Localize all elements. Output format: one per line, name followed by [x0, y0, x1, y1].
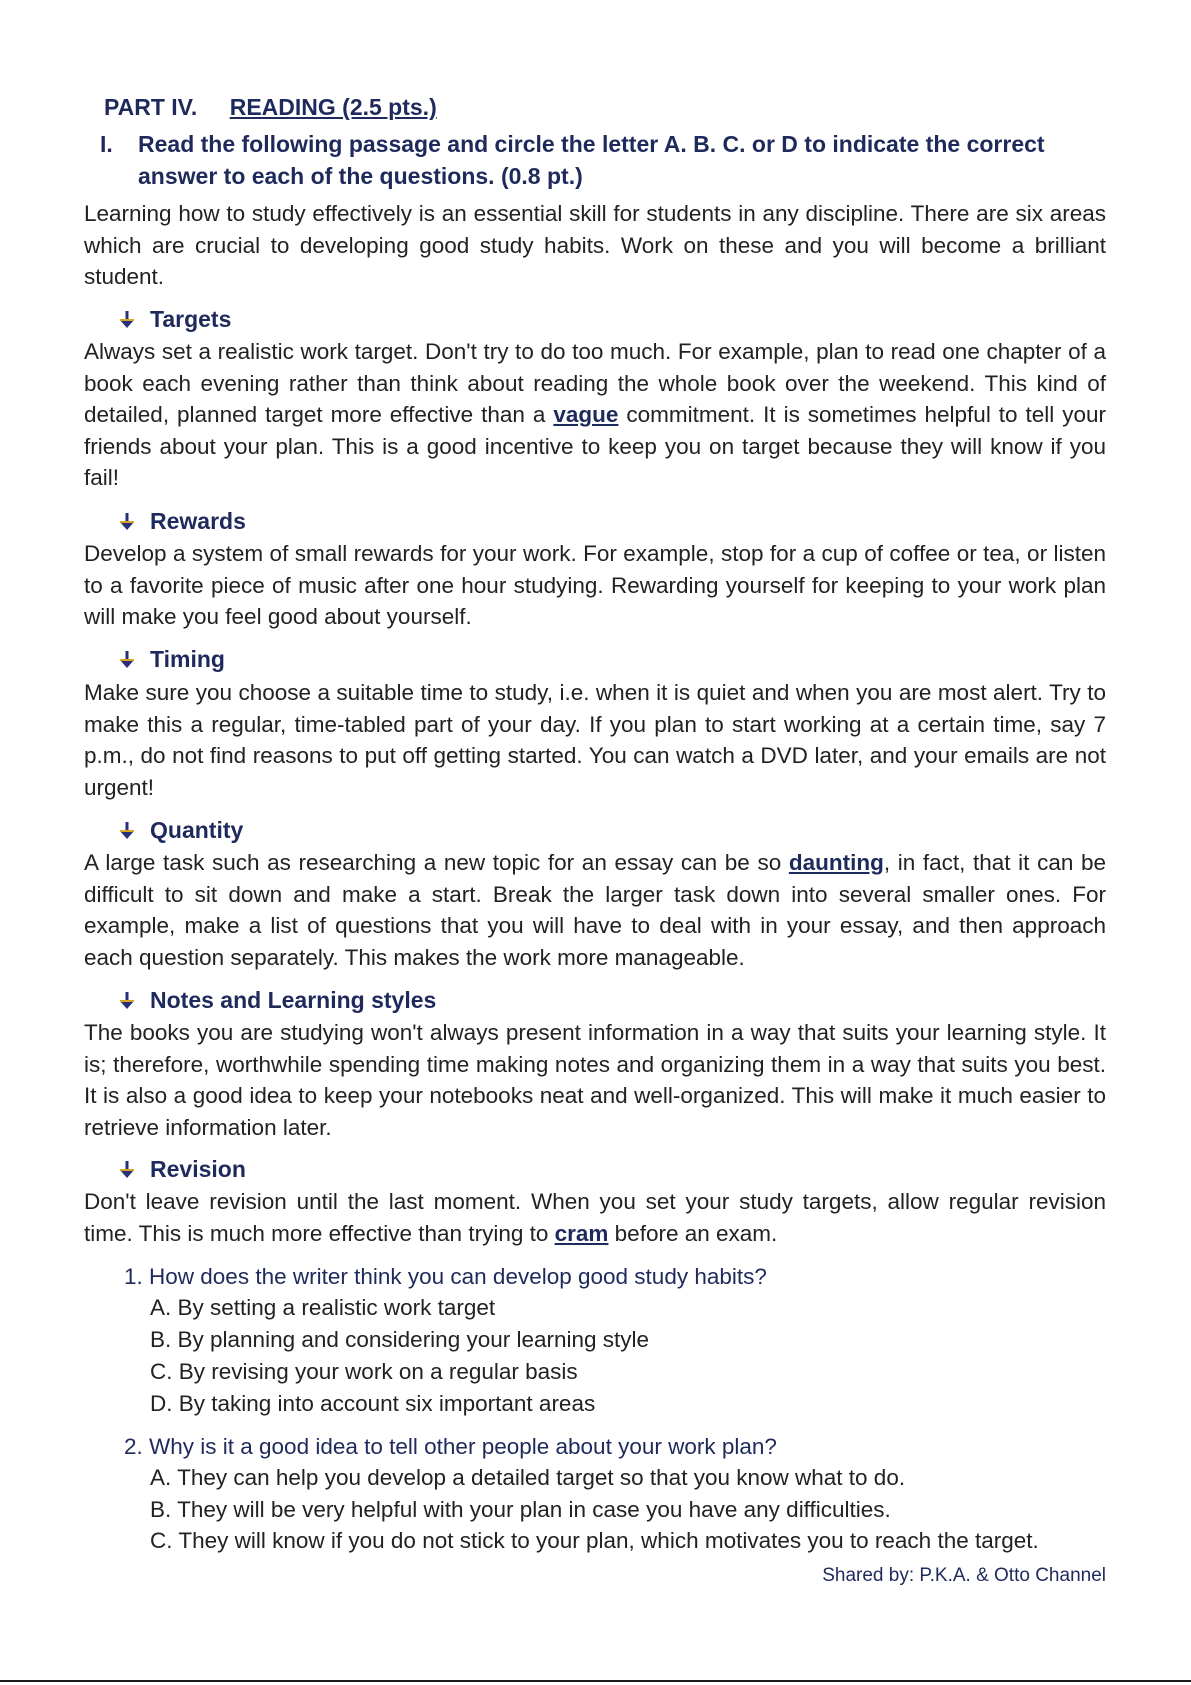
- timing-paragraph: Make sure you choose a suitable time to study, i.e. when it is quiet and when you are most alert. Try to make this a regular, time-tabled part of your day. If you plan to start working at a certain time, say 7 p.m., do not find reasons to put off getting started. You can watch a DVD later, and your emails are not urgent!: [84, 680, 1106, 800]
- section-heading-targets: [120, 306, 231, 333]
- vocab-word-daunting: daunting: [788, 850, 884, 875]
- question-1-option-b[interactable]: B. By planning and considering your learning style: [150, 1327, 650, 1352]
- down-arrow-bullet-icon: [120, 1161, 134, 1179]
- part-heading: READING (2.5 pts.): [229, 94, 437, 120]
- question-1-option-c[interactable]: C. By revising your work on a regular basis: [150, 1359, 578, 1384]
- credit-line: Shared by: P.K.A. & Otto Channel: [822, 1565, 1106, 1586]
- instruction-number: I.: [100, 131, 113, 157]
- section-heading-quantity: [120, 817, 243, 844]
- part-title: [104, 94, 437, 121]
- section-heading-revision: [120, 1156, 246, 1183]
- targets-text-before: Always set a realistic work target. Don't try to do too much. For example, plan to read one chapter of a book each evening rather than think about reading the whole book over the weekend. This kind of detailed, planned target more effective than a: [84, 339, 1106, 428]
- section-heading-timing: [120, 646, 225, 673]
- section-heading-notes: [120, 987, 436, 1014]
- down-arrow-bullet-icon: [120, 651, 134, 669]
- quantity-text-after: , in fact, that it can be difficult to sit down and make a start. Break the larger task down into several smaller ones. For example, make a list of questions that you will have to deal with in your essay, and then approach each question separately. This makes the work more manageable.: [84, 850, 1107, 970]
- question-2-option-a[interactable]: A. They can help you develop a detailed target so that you know what to do.: [150, 1465, 906, 1490]
- timing-heading-label: Timing: [150, 646, 225, 672]
- question-2-stem: 2. Why is it a good idea to tell other people about your work plan?: [124, 1434, 777, 1459]
- revision-text-before: Don't leave revision until the last moment. When you set your study targets, allow regular revision time. This is much more effective than trying to: [84, 1189, 1106, 1246]
- intro-paragraph: Learning how to study effectively is an essential skill for students in any discipline. There are six areas which are crucial to developing good study habits. Work on these and you will become a brilliant student.: [84, 201, 1106, 290]
- targets-heading-label: Targets: [150, 306, 232, 332]
- part-label: PART IV.: [104, 94, 198, 120]
- revision-heading-label: Revision: [150, 1156, 246, 1182]
- down-arrow-bullet-icon: [120, 992, 134, 1010]
- instruction-line-1: Read the following passage and circle the letter A. B. C. or D to indicate the correct: [138, 131, 1045, 157]
- bottom-divider: [0, 1680, 1191, 1682]
- question-1-option-a[interactable]: A. By setting a realistic work target: [150, 1295, 496, 1320]
- vocab-word-vague: vague: [553, 402, 619, 428]
- question-1-option-d[interactable]: D. By taking into account six important areas: [150, 1391, 596, 1416]
- quantity-heading-label: Quantity: [150, 817, 244, 843]
- rewards-paragraph: Develop a system of small rewards for your work. For example, stop for a cup of coffee or tea, or listen to a favorite piece of music after one hour studying. Rewarding yourself for keeping to your work plan will make you feel good about yourself.: [84, 541, 1106, 630]
- revision-paragraph: [84, 1186, 1106, 1249]
- down-arrow-bullet-icon: [120, 311, 134, 329]
- revision-text-after: before an exam.: [608, 1220, 778, 1246]
- question-2-option-c[interactable]: C. They will know if you do not stick to your plan, which motivates you to reach the target.: [150, 1528, 1039, 1553]
- vocab-word-cram: cram: [554, 1220, 609, 1246]
- notes-heading-label: Notes and Learning styles: [150, 987, 437, 1013]
- targets-paragraph: [84, 336, 1106, 494]
- down-arrow-bullet-icon: [120, 822, 134, 840]
- section-heading-rewards: [120, 508, 246, 535]
- rewards-heading-label: Rewards: [150, 508, 246, 534]
- quantity-paragraph: [84, 847, 1106, 973]
- targets-text-after: commitment. It is sometimes helpful to tell your friends about your plan. This is a good incentive to keep you on target because they will know if you fail!: [84, 402, 1106, 491]
- down-arrow-bullet-icon: [120, 513, 134, 531]
- question-1-stem: 1. How does the writer think you can develop good study habits?: [124, 1264, 767, 1289]
- instruction: [100, 128, 1110, 192]
- question-2-option-b[interactable]: B. They will be very helpful with your plan in case you have any difficulties.: [150, 1497, 891, 1522]
- notes-paragraph: The books you are studying won't always present information in a way that suits your learning style. It is; therefore, worthwhile spending time making notes and organizing them in a way that suits you best. It is also a good idea to keep your notebooks neat and well-organized. This will make it much easier to retrieve information later.: [84, 1020, 1106, 1140]
- quantity-text-before: A large task such as researching a new topic for an essay can be so: [84, 850, 789, 875]
- instruction-line-2: answer to each of the questions. (0.8 pt.): [138, 163, 583, 189]
